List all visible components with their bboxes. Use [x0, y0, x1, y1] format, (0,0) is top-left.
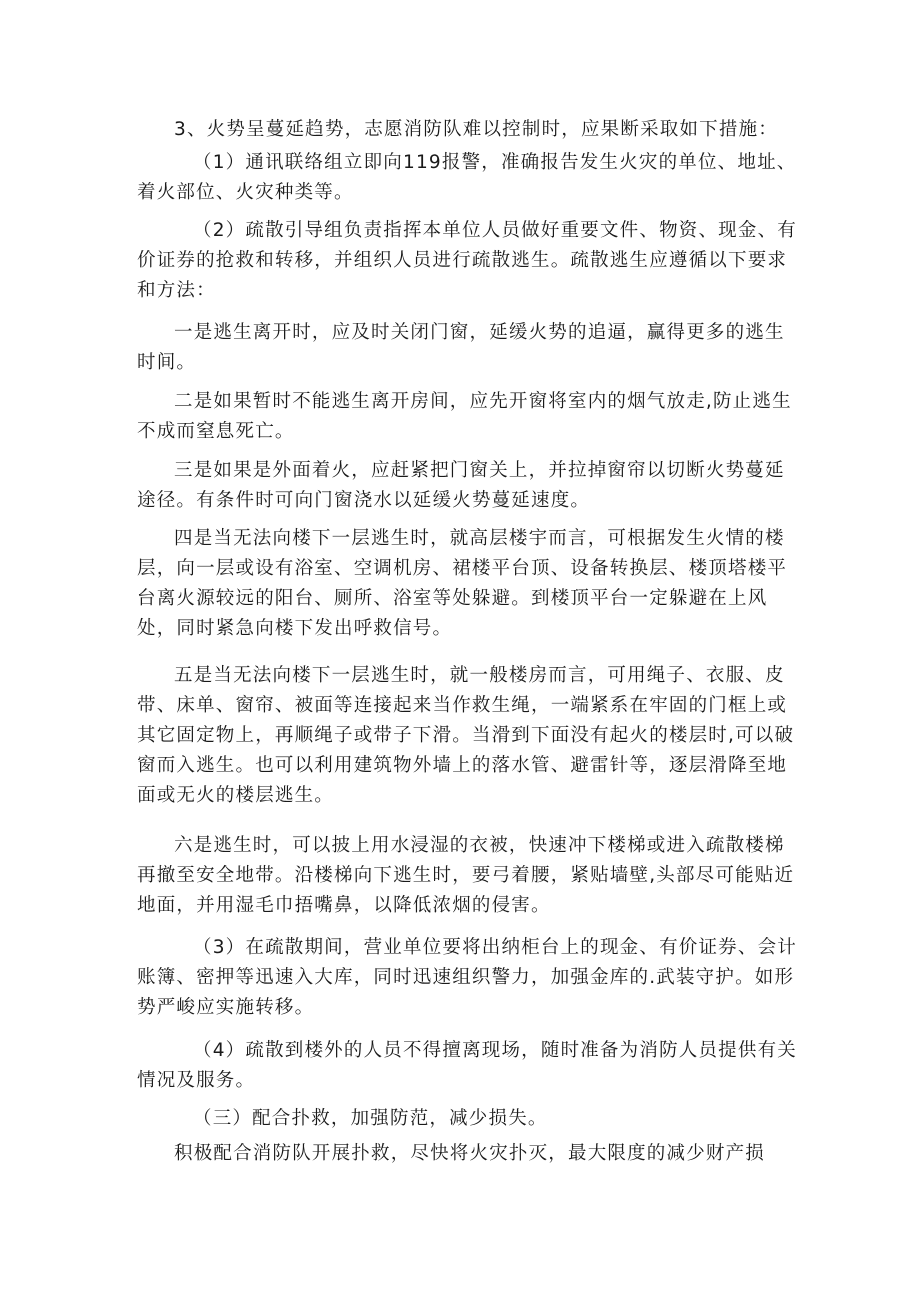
paragraph-step-3: 3、火势呈蔓延趋势，志愿消防队难以控制时，应果断采取如下措施：	[174, 119, 778, 140]
paragraph-item-3: （3）在疏散期间，营业单位要将出纳柜台上的现金、有价证券、会计账簿、密押等迅速入大库，同时迅速组织警力，加强金库的.武装守护。如形势严峻应实施转移。	[137, 937, 797, 1018]
paragraph-method-6: 六是逃生时，可以披上用水浸湿的衣被，快速冲下楼梯或进入疏散楼梯再撤至安全地带。沿楼梯向下逃生时，要弓着腰，紧贴墙壁,头部尽可能贴近地面，并用湿毛巾捂嘴鼻，以降低浓烟的侵害。	[137, 835, 795, 916]
section-heading-3: （三）配合扑救，加强防范，减少损失。	[193, 1108, 548, 1129]
paragraph-cooperate: 积极配合消防队开展扑救，尽快将火灾扑灭，最大限度的减少财产损	[174, 1143, 766, 1164]
paragraph-method-5: 五是当无法向楼下一层逃生时，就一般楼房而言，可用绳子、衣服、皮带、床单、窗帘、被面等连接起来当作救生绳，一端紧系在牢固的门框上或其它固定物上，再顺绳子或带子下滑。当滑到下面没有起火的楼层时,可以破窗而入逃生。也可以利用建筑物外墙上的落水管、避雷针等，逐层滑降至地面或无火的楼层逃生。	[137, 665, 795, 806]
paragraph-method-1: 一是逃生离开时，应及时关闭门窗，延缓火势的追逼，赢得更多的逃生时间。	[137, 322, 785, 373]
paragraph-item-1: （1）通讯联络组立即向119报警，准确报告发生火灾的单位、地址、着火部位、火灾种类等。	[137, 152, 797, 203]
paragraph-method-4: 四是当无法向楼下一层逃生时，就高层楼宇而言，可根据发生火情的楼层，向一层或设有浴室、空调机房、裙楼平台顶、设备转换层、楼顶塔楼平台离火源较远的阳台、厕所、浴室等处躲避。到楼顶平台一定躲避在上风处，同时紧急向楼下发出呼救信号。	[137, 528, 788, 639]
paragraph-method-2: 二是如果暂时不能逃生离开房间，应先开窗将室内的烟气放走,防止逃生不成而窒息死亡。	[137, 391, 792, 442]
paragraph-item-2: （2）疏散引导组负责指挥本单位人员做好重要文件、物资、现金、有价证券的抢救和转移，并组织人员进行疏散逃生。疏散逃生应遵循以下要求和方法：	[137, 220, 797, 301]
paragraph-method-3: 三是如果是外面着火，应赶紧把门窗关上，并拉掉窗帘以切断火势蔓延途径。有条件时可向门窗浇水以延缓火势蔓延速度。	[137, 460, 785, 511]
paragraph-item-4: （4）疏散到楼外的人员不得擅离现场，随时准备为消防人员提供有关情况及服务。	[137, 1040, 797, 1091]
